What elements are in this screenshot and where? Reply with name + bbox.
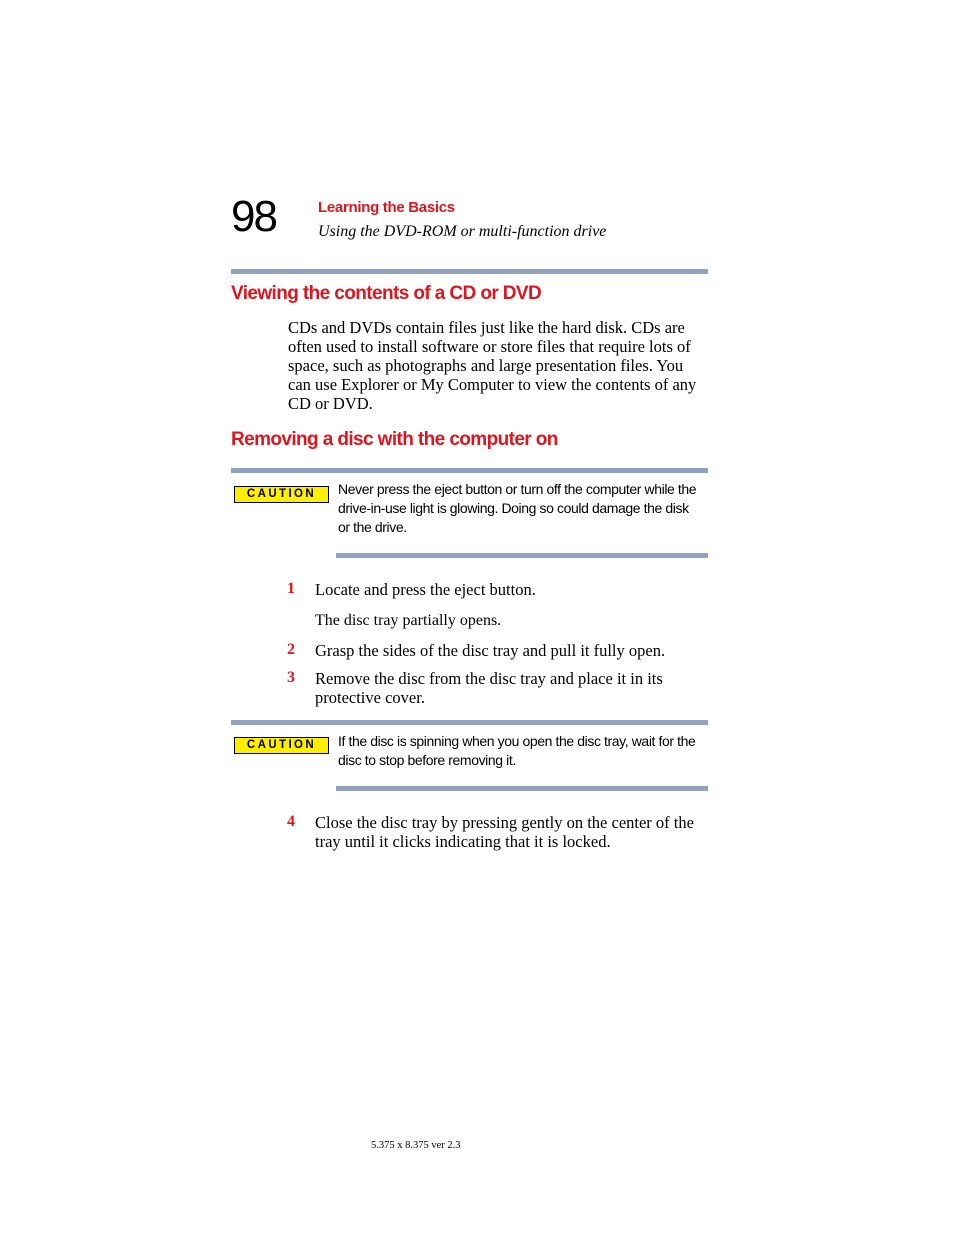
caution-line: disc to stop before removing it. [338,752,516,768]
paragraph-line: CD or DVD. [288,394,373,413]
section-divider [231,269,708,274]
step-line: protective cover. [315,688,425,707]
caution-text [338,480,713,537]
step-number: 2 [287,641,295,658]
paragraph-line: space, such as photographs and large presentation files. You [288,356,684,375]
step-number: 1 [287,580,295,597]
step-number: 3 [287,669,295,686]
step-line: Remove the disc from the disc tray and place it in its [315,669,663,688]
chapter-title: Learning the Basics [318,199,455,216]
step-line: tray until it clicks indicating that it is locked. [315,832,611,851]
caution-top-divider [231,468,708,473]
paragraph-line: CDs and DVDs contain files just like the hard disk. CDs are [288,318,685,337]
step-text [315,641,710,660]
viewing-paragraph [288,318,708,413]
page-number: 98 [231,192,276,241]
caution-bottom-divider [336,786,708,791]
step-note: The disc tray partially opens. [315,612,502,629]
step-text [315,813,710,851]
step-number: 4 [287,813,295,830]
step-line: Close the disc tray by pressing gently on the center of the [315,813,694,832]
section-subtitle: Using the DVD-ROM or multi-function drive [318,223,607,240]
heading-viewing-contents: Viewing the contents of a CD or DVD [231,283,542,304]
paragraph-line: often used to install software or store files that require lots of [288,337,691,356]
caution-badge: CAUTION [234,737,329,754]
caution-badge: CAUTION [234,486,329,503]
step-text [315,580,710,599]
paragraph-line: can use Explorer or My Computer to view the contents of any [288,375,697,394]
caution-bottom-divider [336,553,708,558]
step-line: Locate and press the eject button. [315,580,536,599]
caution-top-divider [231,720,708,725]
step-line: Grasp the sides of the disc tray and pull it fully open. [315,641,666,660]
heading-removing-disc: Removing a disc with the computer on [231,429,558,450]
step-text [315,669,710,707]
caution-line: drive-in-use light is glowing. Doing so could damage the disk [338,500,689,516]
caution-line: Never press the eject button or turn off the computer while the [338,481,697,497]
caution-text [338,732,713,770]
page-footer: 5.375 x 8.375 ver 2.3 [371,1140,461,1151]
caution-line: If the disc is spinning when you open the disc tray, wait for the [338,733,696,749]
caution-line: or the drive. [338,519,407,535]
